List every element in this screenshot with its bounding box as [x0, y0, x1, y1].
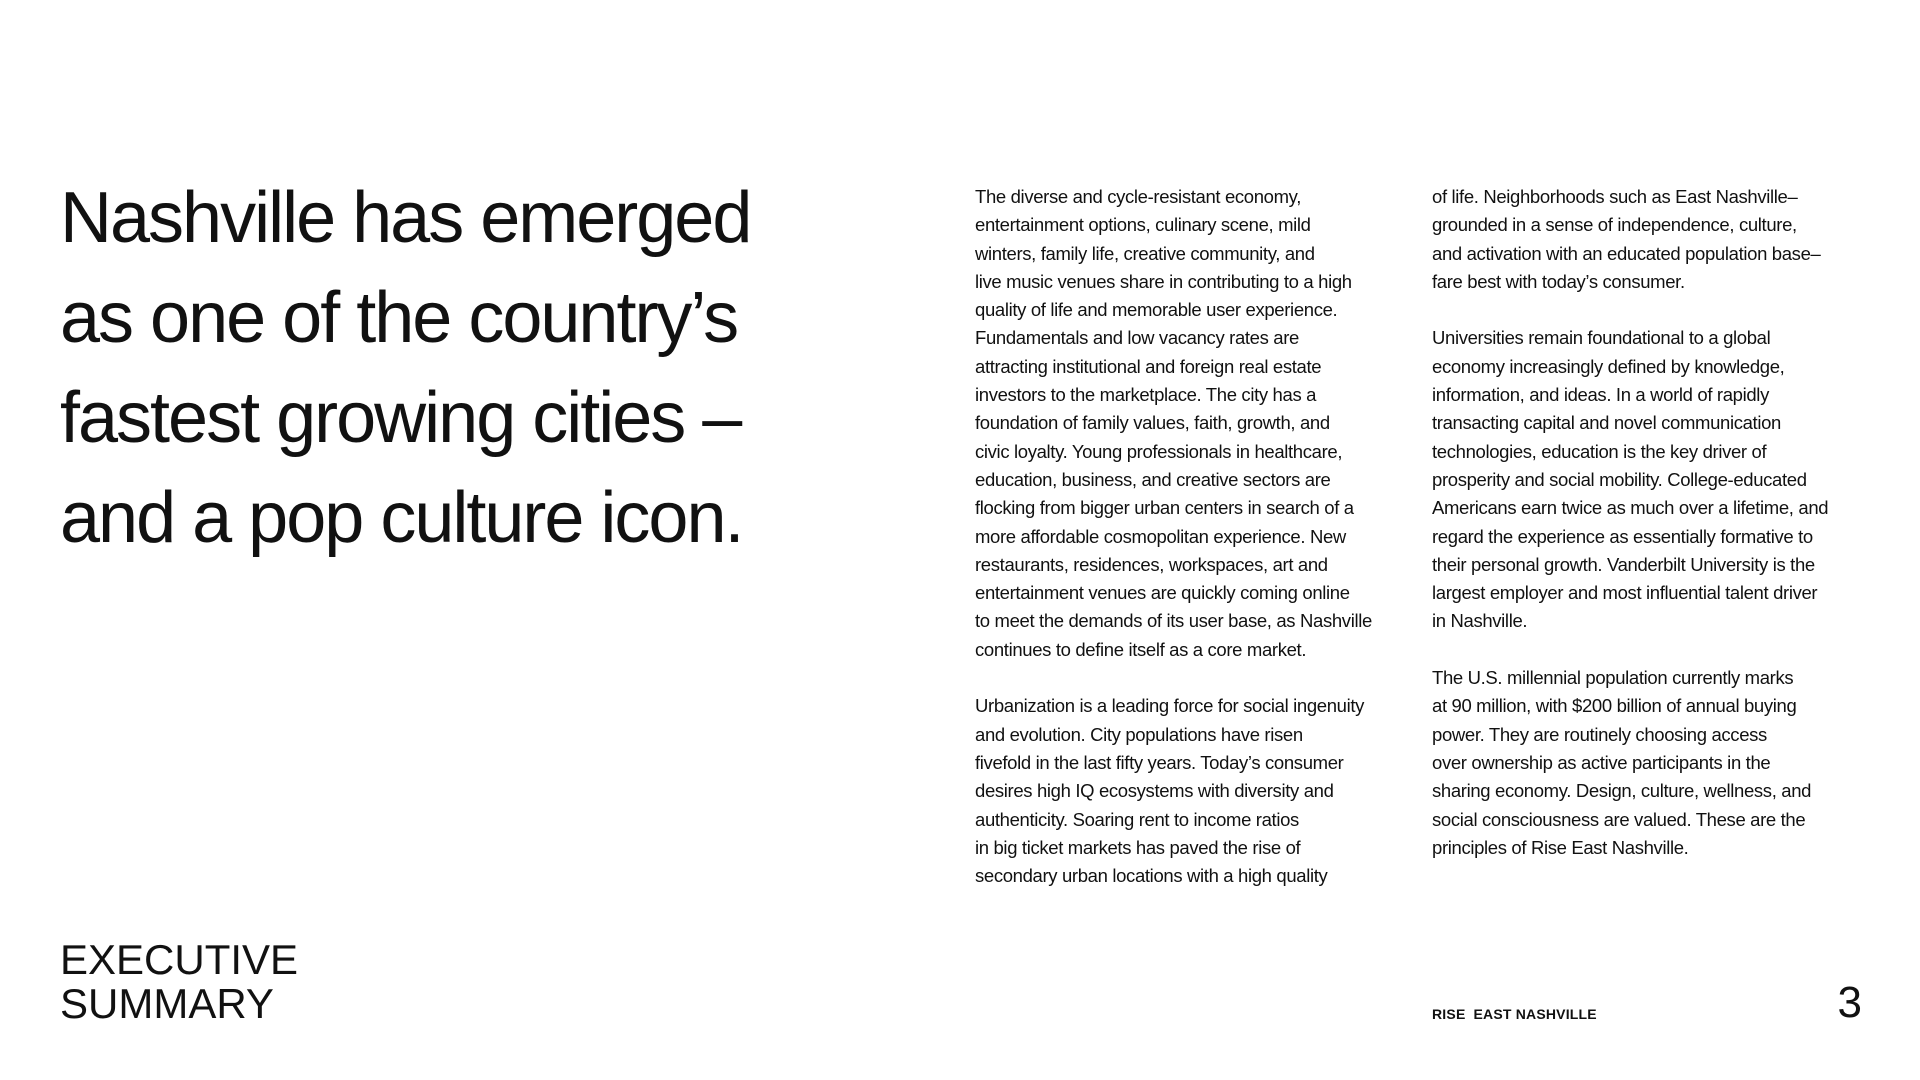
- text-line: desires high IQ ecosystems with diversity and: [975, 780, 1334, 802]
- text-line: fare best with today’s consumer.: [1432, 270, 1685, 292]
- text-line: in big ticket markets has paved the rise of: [975, 836, 1301, 858]
- text-line: Americans earn twice as much over a lifetime, and: [1432, 497, 1829, 519]
- text-line: of life. Neighborhoods such as East Nashville–: [1432, 186, 1798, 207]
- text-line: winters, family life, creative community, and: [975, 242, 1315, 264]
- text-line: authenticity. Soaring rent to income ratios: [975, 808, 1299, 830]
- text-line: Fundamentals and low vacancy rates are: [975, 327, 1299, 349]
- body-column-right: [1432, 183, 1872, 862]
- text-line: social consciousness are valued. These are the: [1432, 808, 1806, 830]
- headline-line-1: Nashville has emerged: [60, 178, 751, 258]
- text-line: foundation of family values, faith, growth, and: [975, 412, 1330, 434]
- text-line: and evolution. City populations have risen: [975, 723, 1303, 745]
- text-line: education, business, and creative sectors are: [975, 468, 1331, 490]
- text-line: over ownership as active participants in the: [1432, 751, 1771, 773]
- text-line: civic loyalty. Young professionals in healthcare,: [975, 440, 1343, 462]
- text-line: more affordable cosmopolitan experience. New: [975, 525, 1346, 547]
- headline-line-4: and a pop culture icon.: [60, 478, 743, 558]
- text-line: Urbanization is a leading force for social ingenuity: [975, 695, 1365, 717]
- text-line: fivefold in the last fifty years. Today’s consumer: [975, 751, 1344, 773]
- text-line: regard the experience as essentially formative to: [1432, 525, 1813, 547]
- text-line: The diverse and cycle-resistant economy,: [975, 186, 1302, 207]
- text-line: technologies, education is the key driver of: [1432, 440, 1767, 462]
- text-line: investors to the marketplace. The city has a: [975, 384, 1317, 406]
- paragraph-economy: [975, 183, 1415, 664]
- section-label-line-2: SUMMARY: [60, 980, 274, 1027]
- page-number: 3: [1837, 978, 1862, 1027]
- text-line: largest employer and most influential talent driver: [1432, 582, 1818, 604]
- paragraph-urbanization: [975, 692, 1415, 890]
- text-line: flocking from bigger urban centers in search of a: [975, 497, 1354, 519]
- section-label: [60, 938, 298, 1026]
- body-column-left: [975, 183, 1415, 890]
- paragraph-millennials: [1432, 664, 1872, 862]
- text-line: quality of life and memorable user experience.: [975, 299, 1338, 321]
- headline-line-2: as one of the country’s: [60, 278, 738, 358]
- text-line: restaurants, residences, workspaces, art and: [975, 553, 1328, 575]
- text-line: continues to define itself as a core market.: [975, 638, 1307, 660]
- text-line: power. They are routinely choosing access: [1432, 723, 1767, 745]
- text-line: Universities remain foundational to a global: [1432, 327, 1771, 349]
- brand-word-rise: RISE: [1432, 1006, 1466, 1022]
- brand-word-location: EAST NASHVILLE: [1473, 1006, 1597, 1022]
- text-line: to meet the demands of its user base, as Nashville: [975, 610, 1372, 632]
- text-line: in Nashville.: [1432, 610, 1528, 632]
- text-line: entertainment venues are quickly coming online: [975, 582, 1350, 604]
- brand-footer: [1432, 1006, 1597, 1022]
- text-line: transacting capital and novel communication: [1432, 412, 1781, 434]
- headline-line-3: fastest growing cities –: [60, 378, 741, 458]
- text-line: secondary urban locations with a high quality: [975, 865, 1328, 887]
- text-line: economy increasingly defined by knowledge,: [1432, 355, 1785, 377]
- section-label-line-1: EXECUTIVE: [60, 936, 299, 983]
- text-line: The U.S. millennial population currently marks: [1432, 667, 1794, 689]
- text-line: and activation with an educated population base–: [1432, 242, 1821, 264]
- paragraph-neighborhoods: [1432, 183, 1872, 296]
- text-line: attracting institutional and foreign real estate: [975, 355, 1322, 377]
- text-line: principles of Rise East Nashville.: [1432, 836, 1689, 858]
- text-line: grounded in a sense of independence, culture,: [1432, 214, 1797, 236]
- text-line: live music venues share in contributing to a high: [975, 270, 1352, 292]
- text-line: prosperity and social mobility. College-educated: [1432, 468, 1807, 490]
- text-line: information, and ideas. In a world of rapidly: [1432, 384, 1769, 406]
- paragraph-universities: [1432, 324, 1872, 635]
- headline: [60, 168, 920, 568]
- text-line: at 90 million, with $200 billion of annual buying: [1432, 695, 1797, 717]
- text-line: entertainment options, culinary scene, mild: [975, 214, 1311, 236]
- text-line: sharing economy. Design, culture, wellness, and: [1432, 780, 1812, 802]
- text-line: their personal growth. Vanderbilt University is the: [1432, 553, 1815, 575]
